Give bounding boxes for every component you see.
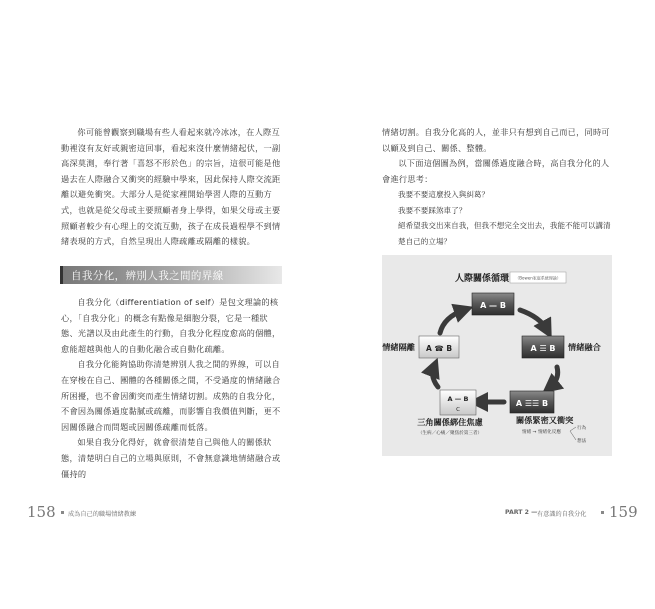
- arrow-top-right: [520, 310, 547, 330]
- paragraph: 自我分化能夠協助你清楚辨別人我之間的界線，可以自在穿梭在自己、團體的各種關係之間，不受過度的情緒融合所困擾，也不會因衝突而產生情緒切割。成熟的自我分化，不會因為關係過度黏膩或疏離，而影響自我價值判斷，更不因關係融合而問題或因關係疏離而低落。: [61, 359, 281, 432]
- node-bottom-right-label: A ☰☰ B: [515, 399, 549, 408]
- diagram-svg: [382, 255, 612, 456]
- node-right-label: A ☰ B: [530, 344, 556, 353]
- left-paragraph-block-top: [61, 125, 283, 250]
- node-bottom-left-c: C: [456, 407, 460, 413]
- running-head-left: 成為自己的職場情緒教練: [68, 511, 137, 518]
- paragraph: 如果自我分化得好，就會很清楚自己與他人的關係狀態，清楚明白自己的立場與原則，不會無意識地情緒融合或僵持的: [61, 437, 281, 479]
- page-number-left: 158: [27, 503, 56, 521]
- label-bottom-right-think: 想法: [577, 439, 587, 444]
- paragraph: 你可能曾觀察到職場有些人看起來就冷冰冰，在人際互動裡沒有友好或親密這回事，看起來沒什麼情緒起伏，一副高深莫測，奉行著「喜怒不形於色」的宗旨，這很可能是他過去在人際融合又衝突的經驗中學來，因此保持人際交流距離以避免衝突。大部分人是從家裡開始學習人際的互動方式，也就是從父母或主要照顧者身上學得，如果父母或主要照顧者較少有心理上的交流互動，孩子在成長過程學不到情緒表現的方式，自然呈現出人際疏離或隔離的樣貌。: [61, 127, 281, 247]
- arrow-right-down: [550, 367, 558, 387]
- label-bottom-right-act: 行為: [577, 426, 587, 431]
- paragraph: 情緒切割。自我分化高的人，並非只有想到自己而已，同時可以顧及到自己、關係、整體。: [382, 127, 610, 153]
- bullet-square: [601, 511, 604, 514]
- label-right: 情緒融合: [568, 342, 601, 352]
- relationship-cycle-diagram: [382, 255, 612, 456]
- page-number-right: 159: [609, 503, 638, 521]
- left-page: [0, 0, 327, 609]
- paragraph: 以下面這個圖為例，當關係過度融合時，高自我分化的人會進行思考：: [382, 158, 610, 184]
- node-top: [472, 293, 514, 315]
- label-bottom-left-sub: （生病／心痛／聚焦於第三者）: [417, 431, 483, 436]
- label-bottom-left: 三角關係綁住焦慮: [417, 417, 483, 427]
- node-bottom-left-label: A — B: [447, 395, 469, 403]
- label-bottom-right-sub: 情緒 → 情緒化反應: [522, 430, 561, 435]
- node-bottom-left: [440, 390, 476, 415]
- node-left: [419, 336, 459, 358]
- running-head-right: 有意識的自我分化: [537, 511, 587, 518]
- label-left: 情緒隔離: [382, 342, 415, 352]
- bullet-square: [61, 511, 64, 514]
- paragraph: 自我分化（differentiation of self）是包文理論的核心，「自我分化」的概念有點像是細胞分裂，它是一種狀態、光譜以及由此產生的行動，自我分化程度愈高的個體，愈能超越與他人的自動化融合或自動化疏離。: [61, 297, 281, 354]
- diagram-tag: （Bowen家庭系統理論）: [515, 275, 561, 281]
- left-paragraph-block-bottom: [61, 295, 283, 482]
- reflection-questions: [382, 187, 612, 249]
- right-paragraph-block: [382, 125, 612, 187]
- branch-lines: [570, 427, 576, 440]
- section-heading-mark: [60, 266, 63, 284]
- node-right: [522, 336, 564, 358]
- node-top-label: A — B: [480, 301, 506, 310]
- diagram-title: 人際關係循環: [454, 274, 510, 284]
- question: 絕希望我交出來自我，但我不想完全交出去，我能不能可以講清楚自己的立場？: [398, 221, 611, 246]
- section-heading: 自我分化，辨別人我之間的界線: [71, 270, 224, 282]
- question: 我要不要踩煞車了？: [398, 205, 467, 215]
- running-head-part: PART 2 —: [505, 509, 538, 516]
- label-bottom-right: 關係緊密又衝突: [516, 415, 574, 425]
- arrow-left-up: [433, 367, 438, 387]
- node-bottom-right: [510, 391, 554, 413]
- question: 我要不要這麼投入與糾葛？: [398, 190, 490, 199]
- arrow-up-top: [440, 310, 464, 333]
- node-left-label: A ☎ B: [425, 344, 453, 353]
